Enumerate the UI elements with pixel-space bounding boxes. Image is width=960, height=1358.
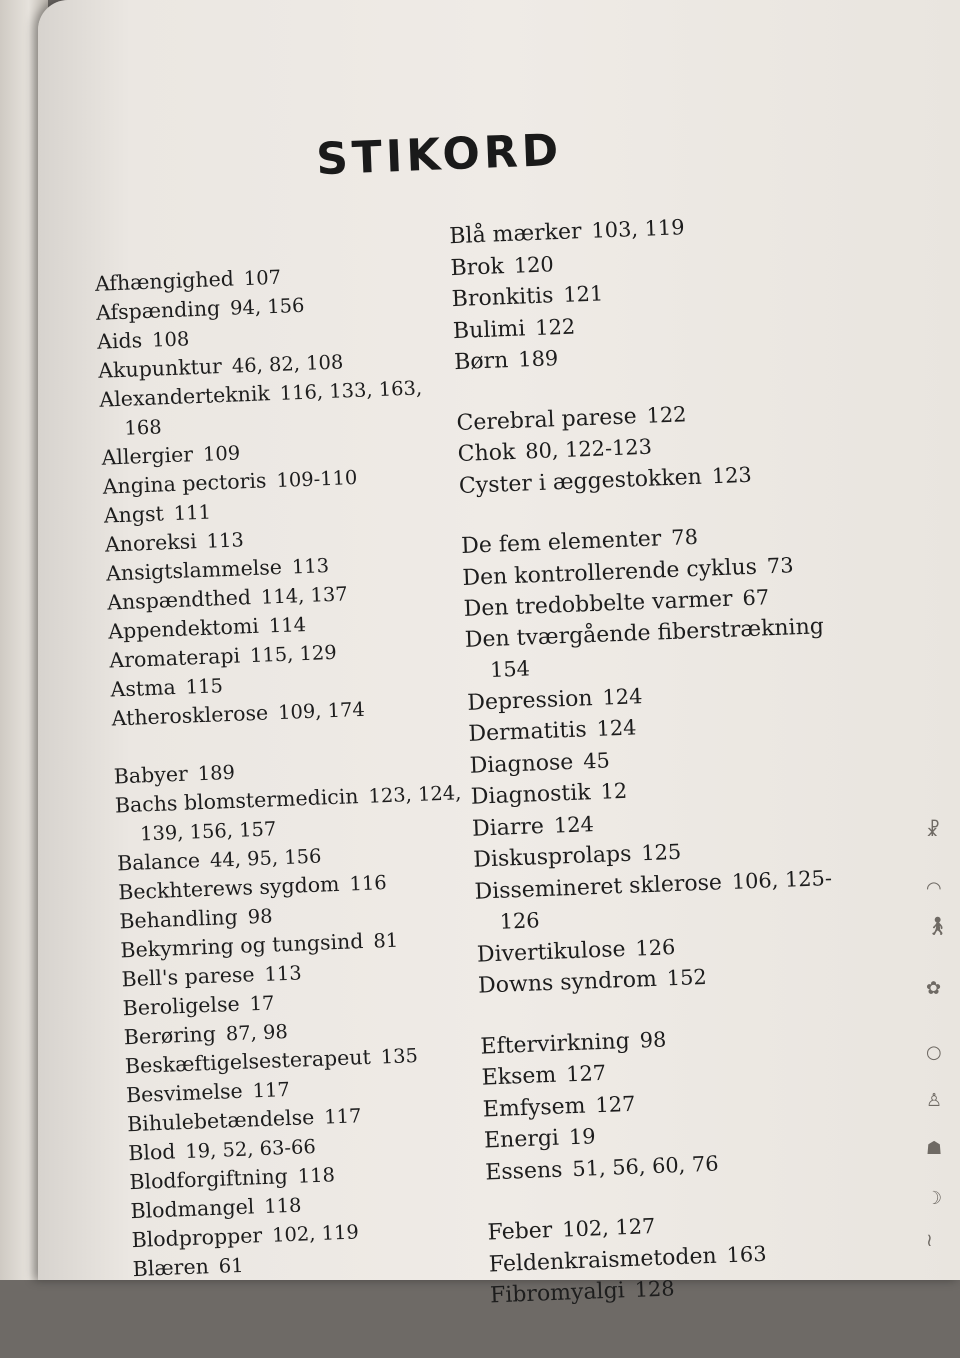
index-page-numbers: 118 (263, 1193, 302, 1219)
index-page-numbers: 115 (185, 674, 224, 699)
index-page-numbers: 102, 127 (561, 1214, 656, 1242)
index-page-numbers: 189 (197, 760, 236, 786)
index-term: Afspænding (95, 296, 221, 325)
index-page-numbers: 106, 125- (731, 865, 833, 894)
index-term: Astma (110, 675, 177, 702)
index-page-numbers: 107 (243, 265, 282, 291)
index-letter-group (480, 1017, 866, 1189)
index-page-numbers: 126 (634, 934, 676, 961)
index-page-numbers: 189 (517, 346, 559, 372)
index-page-numbers: 19, 52, 63-66 (184, 1135, 317, 1164)
index-term: Babyer (113, 761, 189, 789)
index-page-numbers: 126 (499, 908, 541, 934)
index-page-numbers: 127 (595, 1091, 636, 1117)
index-page-numbers: 154 (489, 656, 531, 682)
index-page-numbers: 73 (766, 552, 794, 578)
index-page-numbers: 124 (596, 715, 637, 741)
index-page-numbers: 61 (218, 1253, 244, 1278)
circle-icon: ○ (926, 1042, 942, 1063)
index-term: Bekymring og tungsind (120, 929, 364, 963)
index-term: Fibromyalgi (489, 1278, 626, 1309)
index-term: Chok (457, 439, 516, 468)
index-page-numbers: 139, 156, 157 (139, 817, 277, 846)
index-term: Blodmangel (130, 1194, 255, 1224)
index-page-numbers: 103, 119 (591, 215, 685, 243)
index-term: Diskusprolaps (472, 841, 632, 873)
index-term: Den tværgående fiberstrækning (464, 613, 825, 653)
index-term: Anspændthed (106, 585, 252, 615)
index-term: Ansigtslammelse (105, 554, 283, 586)
eye-icon: ◠ (926, 878, 942, 899)
figure-icon: ☧ (926, 820, 941, 841)
index-term: Feber (487, 1217, 553, 1246)
index-term: Angst (103, 501, 165, 528)
index-term: Akupunktur (97, 354, 223, 383)
index-page-numbers: 102, 119 (271, 1220, 360, 1247)
index-term: Divertikulose (476, 936, 626, 968)
index-term: Anoreksi (104, 529, 198, 557)
index-page-numbers: 163 (726, 1241, 767, 1267)
index-letter-group (456, 393, 839, 502)
glyph-icon: ☗ (926, 1138, 943, 1159)
index-term: Afhængighed (94, 266, 235, 296)
index-term: Essens (484, 1157, 563, 1186)
index-page-numbers: 98 (247, 904, 273, 929)
index-term: Berøring (123, 1021, 217, 1050)
index-page-numbers: 123 (711, 462, 753, 488)
index-term: Bronkitis (451, 283, 554, 313)
index-page-numbers: 168 (124, 415, 163, 440)
index-term: Børn (453, 348, 509, 376)
index-page-numbers: 19 (568, 1124, 596, 1150)
index-page-numbers: 108 (151, 327, 190, 352)
index-page-numbers: 121 (562, 281, 604, 307)
index-page-numbers: 115, 129 (249, 640, 338, 668)
index-page-numbers: 127 (565, 1060, 607, 1087)
index-column-left (94, 257, 464, 1313)
index-term: Angina pectoris (102, 468, 267, 499)
index-page-numbers: 109-110 (276, 465, 358, 493)
index-page-numbers: 109, 174 (277, 697, 366, 725)
index-term: Allergier (101, 442, 194, 470)
index-term: Besvimelse (125, 1078, 244, 1108)
glyph-icon: ☽ (926, 1188, 943, 1209)
index-term: Eftervirkning (480, 1028, 631, 1060)
index-term: Emfysem (482, 1093, 586, 1123)
index-page-numbers: 135 (380, 1044, 419, 1069)
index-page-numbers: 116 (349, 871, 388, 896)
page-title: STIKORD (315, 124, 564, 186)
index-page-numbers: 67 (742, 585, 770, 611)
index-page-numbers: 113 (264, 961, 303, 986)
index-page-numbers: 113 (206, 528, 245, 553)
index-page-numbers: 12 (600, 778, 628, 804)
index-page-numbers: 45 (582, 747, 611, 773)
index-term: Den tredobbelte varmer (463, 586, 734, 622)
index-page-numbers: 114, 137 (260, 582, 349, 609)
index-page-numbers: 124 (602, 683, 643, 710)
index-term: Blod (127, 1139, 176, 1166)
index-page-numbers: 117 (323, 1104, 362, 1129)
index-page-numbers: 109 (202, 441, 241, 466)
index-letter-group (94, 257, 442, 733)
index-page-numbers: 87, 98 (225, 1020, 289, 1046)
index-page-numbers: 98 (639, 1026, 667, 1052)
flower-icon: ✿ (926, 978, 942, 999)
index-term: Behandling (118, 904, 239, 934)
index-term: Energi (483, 1125, 560, 1154)
index-term: Cerebral parese (456, 403, 638, 436)
index-term: Depression (466, 685, 593, 716)
index-term: Diagnose (469, 749, 574, 779)
index-page-numbers: 124 (553, 811, 595, 838)
index-term: Aids (96, 328, 143, 354)
index-term: Dissemineret sklerose (474, 869, 723, 905)
index-term: Brok (450, 253, 505, 281)
index-page-numbers: 81 (372, 928, 399, 953)
margin-decoration-strip (912, 820, 952, 1280)
index-page-numbers: 94, 156 (229, 293, 305, 320)
index-page-numbers: 118 (297, 1163, 336, 1188)
index-page-numbers: 125 (640, 839, 682, 866)
index-term: Aromaterapi (108, 643, 241, 673)
index-page-numbers: 120 (513, 251, 555, 278)
index-term: Downs syndrom (477, 966, 658, 999)
index-page-numbers: 80, 122-123 (524, 434, 653, 464)
index-term: Beskæftigelsesterapeut (124, 1044, 372, 1079)
index-term: Feldenkraismetoden (488, 1243, 718, 1277)
index-term: Beroligelse (122, 991, 241, 1021)
index-page-numbers: 111 (173, 500, 212, 525)
index-page-numbers: 17 (249, 991, 275, 1016)
index-term: Blæren (132, 1254, 210, 1282)
index-page-numbers: 122 (646, 401, 687, 428)
index-letter-group (449, 207, 835, 379)
index-term: Bihulebetændelse (126, 1105, 315, 1137)
glyph-icon: ≀ (926, 1230, 933, 1251)
index-letter-group (461, 516, 859, 1002)
index-term: Bell's parese (121, 962, 255, 992)
index-page-numbers: 152 (666, 964, 708, 991)
index-term: Bulimi (452, 315, 526, 344)
index-page-numbers: 44, 95, 156 (209, 844, 322, 872)
index-term: Blodforgiftning (128, 1164, 289, 1195)
index-term: Atherosklerose (111, 700, 269, 731)
figure-icon: 🚶︎ (926, 916, 949, 937)
index-term: Blå mærker (448, 219, 583, 250)
index-term: De fem elementer (460, 526, 662, 559)
index-term: Dermatitis (468, 717, 588, 747)
index-term: Diarre (471, 813, 545, 842)
index-page-numbers: 113 (291, 554, 330, 579)
index-page-numbers: 78 (670, 524, 699, 550)
index-page-numbers: 117 (252, 1077, 291, 1103)
index-term: Cyster i æggestokken (458, 464, 703, 499)
index-page-numbers: 114 (268, 613, 307, 638)
index-page-numbers: 51, 56, 60, 76 (571, 1151, 719, 1181)
index-letter-group (113, 750, 463, 1284)
index-page-numbers: 128 (634, 1276, 675, 1302)
index-term: Balance (116, 848, 201, 876)
index-letter-group (487, 1203, 870, 1312)
index-term: Den kontrollerende cyklus (462, 554, 758, 591)
index-term: Appendektomi (107, 613, 260, 644)
index-term: Blodpropper (131, 1223, 263, 1253)
figure-icon: ♙ (926, 1090, 943, 1111)
index-column-right (449, 207, 872, 1341)
index-term: Eksem (481, 1062, 557, 1091)
index-page-numbers: 116, 133, 163, (279, 376, 423, 405)
index-term: Diagnostik (470, 780, 592, 810)
index-term: Beckhterews sygdom (117, 871, 340, 905)
index-page-numbers: 46, 82, 108 (231, 350, 344, 378)
index-page-numbers: 122 (534, 313, 576, 340)
index-term: Bachs blomstermedicin (114, 784, 359, 818)
index-term: Alexanderteknik (98, 381, 271, 412)
index-page-numbers: 123, 124, (368, 781, 462, 808)
